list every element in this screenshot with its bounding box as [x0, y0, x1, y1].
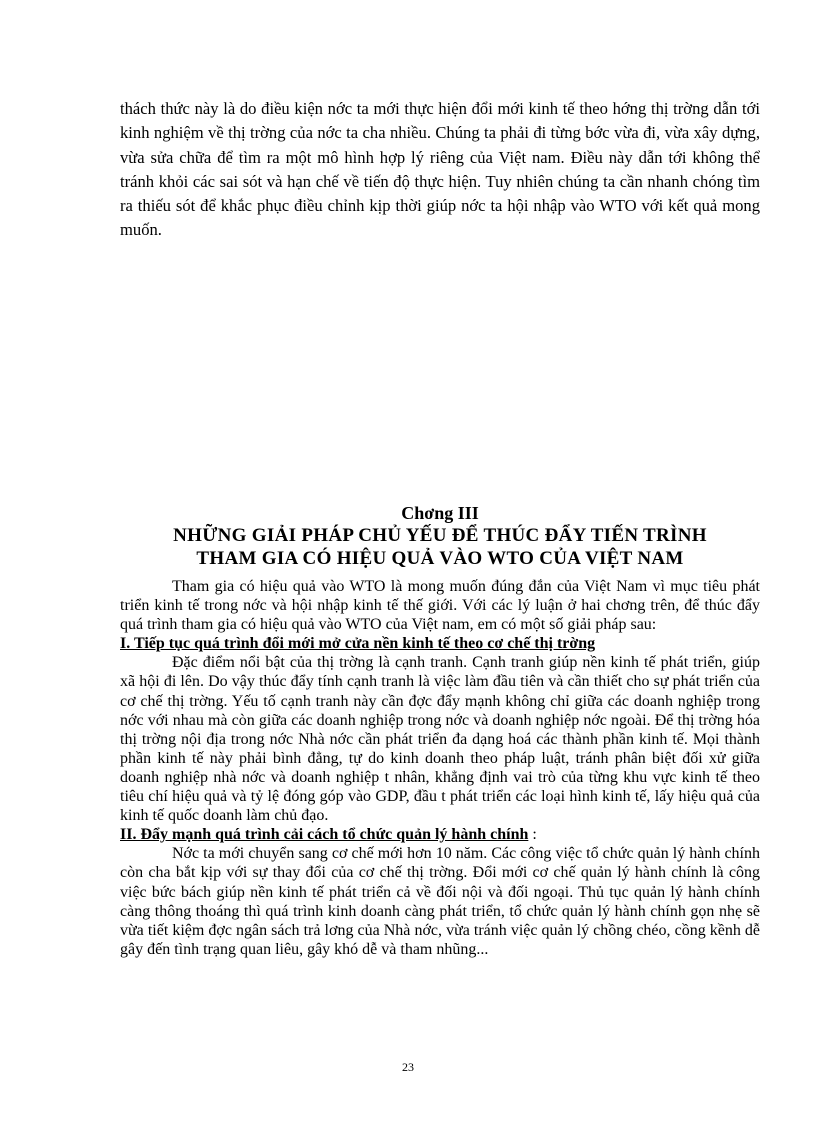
- chapter-title-line-1: NHỮNG GIẢI PHÁP CHỦ YẾU ĐỂ THÚC ĐẨY TIẾN TRÌNH: [173, 525, 707, 546]
- section-2-heading-line: [120, 825, 760, 844]
- chapter-label: Chơng III: [401, 503, 479, 523]
- chapter-title: [120, 524, 760, 570]
- section-2-body: Nớc ta mới chuyển sang cơ chế mới hơn 10 năm. Các công việc tổ chức quản lý hành chính còn cha bắt kịp với sự thay đổi của cơ chế thị trờng. Đổi mới cơ chế quản lý hành chính là công việc bức bách giúp nền kinh tế phát triển cả về đối nội và đối ngoại. Thủ tục quản lý hành chính càng thông thoáng thì quá trình kinh doanh càng phát triển, tổ chức quản lý hành chính gọn nhẹ sẽ vừa tiết kiệm đợc ngân sách trả lơng của Nhà nớc, vừa tránh việc quản lý chồng chéo, cồng kềnh dễ gây đến tình trạng quan liêu, gây khó dễ và tham nhũng...: [120, 845, 760, 958]
- section-1-heading-line: [120, 634, 760, 653]
- intro-paragraph: thách thức này là do điều kiện nớc ta mới thực hiện đổi mới kinh tế theo hớng thị trờng dẫn tới kinh nghiệm về thị trờng của nớc ta cha nhiều. Chúng ta phải đi từng bớc vừa đi, vừa xây dựng, vừa sửa chữa để tìm ra một mô hình hợp lý riêng của Việt nam. Điều này dẫn tới không thể tránh khỏi các sai sót và hạn chế về tiến độ thực hiện. Tuy nhiên chúng ta cần nhanh chóng tìm ra thiếu sót để khắc phục điều chỉnh kịp thời giúp nớc ta hội nhập vào WTO với kết quả mong muốn.: [120, 99, 760, 240]
- section-1-heading: I. Tiếp tục quá trình đổi mới mở cửa nền kinh tế theo cơ chế thị trờng: [120, 635, 596, 653]
- chapter-body: [120, 577, 760, 959]
- page-number: 23: [402, 1060, 414, 1074]
- chapter-title-line-2: THAM GIA CÓ HIỆU QUẢ VÀO WTO CỦA VIỆT NAM: [196, 548, 684, 569]
- section-2-heading: II. Đẩy mạnh quá trình cải cách tổ chức quản lý hành chính: [120, 826, 529, 844]
- section-2-heading-suffix: :: [528, 826, 537, 844]
- chapter-intro-paragraph: Tham gia có hiệu quả vào WTO là mong muốn đúng đắn của Việt Nam vì mục tiêu phát triển kinh tế trong nớc và hội nhập kinh tế thế giới. Với các lý luận ở hai chơng trên, để thúc đẩy quá trình tham gia có hiệu quả vào WTO của Việt nam, em có một số giải pháp sau:: [120, 578, 760, 634]
- section-1-body: Đặc điểm nổi bật của thị trờng là cạnh tranh. Cạnh tranh giúp nền kinh tế phát triển, giúp xã hội đi lên. Do vậy thúc đẩy tính cạnh tranh là việc làm đầu tiên và cần thiết cho sự phát triển của cơ chế thị trờng. Yếu tố cạnh tranh này cần đợc đẩy mạnh không chỉ giữa các doanh nghiệp trong nớc với nhau mà còn giữa các doanh nghiệp trong nớc và doanh nghiệp nớc ngoài. Để thị trờng hóa thị trờng nội địa trong nớc Nhà nớc cần phát triển đa dạng hoá các thành phần kinh tế. Mọi thành phần kinh tế này phải bình đẳng, tự do kinh doanh theo pháp luật, tránh phân biệt đối xử giữa doanh nghiệp nhà nớc và doanh nghiệp t nhân, khẳng định vai trò của từng khu vực kinh tế theo tiêu chí hiệu quả và tỷ lệ đóng góp vào GDP, đầu t phát triển các loại hình kinh tế, lấy hiệu quả của kinh tế quốc doanh làm chủ đạo.: [120, 654, 760, 825]
